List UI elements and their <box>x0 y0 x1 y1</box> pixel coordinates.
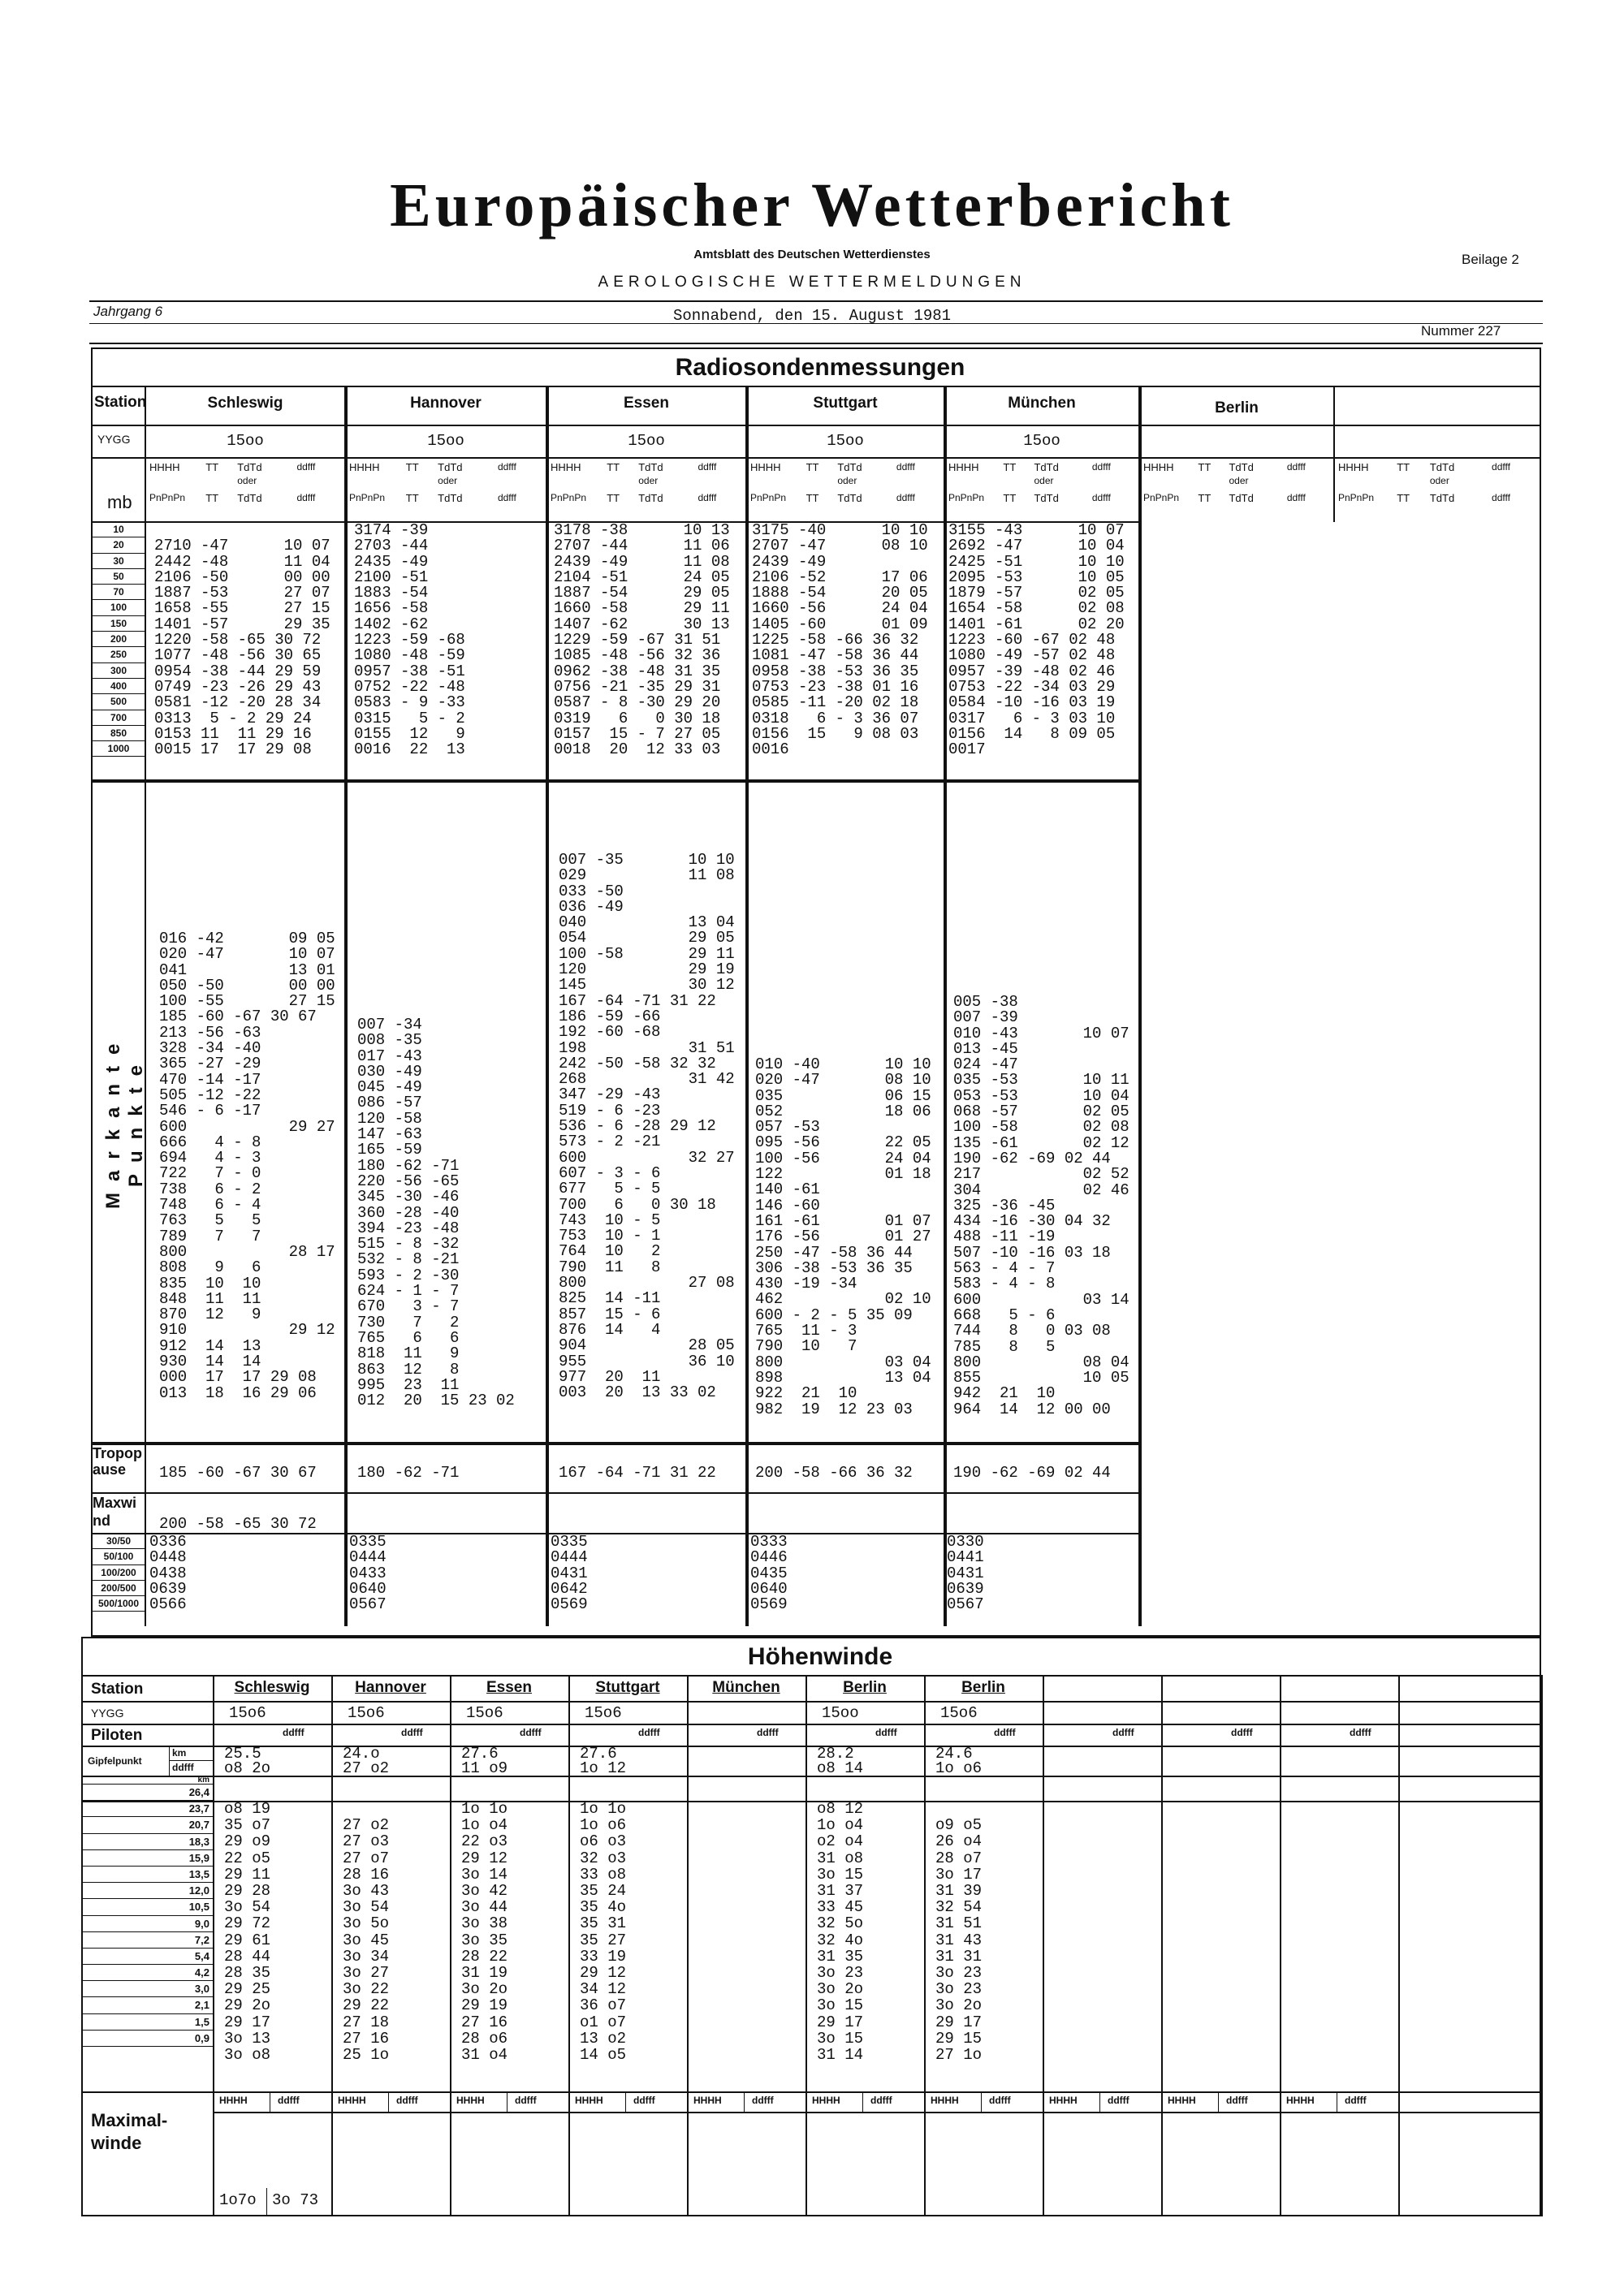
col-head-hhhh: HHHH <box>1143 461 1174 473</box>
col-head-ddfff2: ddfff <box>698 492 717 503</box>
mb-level: 100 <box>93 600 145 615</box>
sig-points-label: Markante Punkte <box>102 1032 147 1209</box>
subtitle: Amtsblatt des Deutschen Wetterdienstes <box>693 248 931 261</box>
col-head-tdtd: TdTd <box>1229 461 1254 473</box>
supplement-label: Beilage 2 <box>1462 252 1519 267</box>
wind-gipfel-dd-1: 27 o2 <box>343 1759 390 1777</box>
col-head-ddfff: ddfff <box>497 461 516 473</box>
mb-level: 850 <box>93 726 145 741</box>
mb-level: 50 <box>93 569 145 585</box>
wind-max-hhhh-8: HHHH <box>1168 2095 1196 2106</box>
wind-gipfel-dd-0: o8 2o <box>224 1759 271 1777</box>
wind-piloten-ddfff-8: ddfff <box>1231 1727 1253 1738</box>
wind-max-ddfff-8: ddfff <box>1226 2095 1248 2106</box>
shear-essen: 0335 0444 0431 0642 0569 <box>551 1533 588 1614</box>
wind-max-ddfff-1: ddfff <box>396 2095 418 2106</box>
wind-col-3: 1o 1o 1o o6 o6 o3 32 o3 33 o8 35 24 35 4o 35 31 35 27 33 19 29 12 34 12 36 o7 o1 o7 13 o2 14 o5 <box>580 1800 627 2065</box>
col-head-pnpnpn: PnPnPn <box>948 492 985 503</box>
col-head-pnpnpn: PnPnPn <box>551 492 587 503</box>
col-head-tt: TT <box>806 461 819 473</box>
km-level: 5,4 <box>83 1949 213 1965</box>
wind-yygg-3: 15o6 <box>585 1704 622 1722</box>
shear-stuttgart: 0333 0446 0435 0640 0569 <box>750 1533 788 1614</box>
wind-yygg-6: 15o6 <box>940 1704 978 1722</box>
wind-gipfel-km-2: 27.6 <box>461 1745 499 1763</box>
shear-level: 30/50 <box>93 1534 145 1549</box>
winds-title: Höhenwinde <box>747 1643 893 1670</box>
col-head-tt: TT <box>1003 461 1017 473</box>
col-head-oder: oder <box>1429 475 1449 486</box>
col-head-hhhh: HHHH <box>149 461 180 473</box>
tropo-label: Tropopause <box>93 1445 142 1478</box>
col-head-ddfff2: ddfff <box>896 492 915 503</box>
maxwind-d-schleswig: 3o 73 <box>272 2191 319 2209</box>
km-level: 7,2 <box>83 1932 213 1949</box>
wind-col-6: o9 o5 26 o4 28 o7 3o 17 31 39 32 54 31 51 31 43 31 31 3o 23 3o 23 3o 2o 29 17 29 15 27 1o <box>935 1816 983 2065</box>
col-head-hhhh: HHHH <box>948 461 979 473</box>
col-head-ddfff: ddfff <box>1492 461 1510 473</box>
col-head-tt: TT <box>1397 461 1410 473</box>
wind-piloten-ddfff-5: ddfff <box>875 1727 897 1738</box>
maxwind-h-schleswig: 1o7o <box>219 2191 257 2209</box>
col-head-tt: TT <box>205 461 219 473</box>
wind-yygg-2: 15o6 <box>466 1704 503 1722</box>
radiosonde-title: Radiosondenmessungen <box>675 354 965 381</box>
wind-max-hhhh-3: HHHH <box>575 2095 603 2106</box>
col-head-tt2: TT <box>1003 492 1017 504</box>
col-head-ddfff2: ddfff <box>1492 492 1510 503</box>
wind-gipfel-dd-6: 1o o6 <box>935 1759 983 1777</box>
wind-piloten-ddfff-2: ddfff <box>520 1727 542 1738</box>
tropo-stuttgart: 200 -58 -66 36 32 <box>755 1464 913 1482</box>
col-head-hhhh: HHHH <box>551 461 581 473</box>
col-head-oder: oder <box>1229 475 1249 486</box>
col-head-pnpnpn: PnPnPn <box>1338 492 1375 503</box>
wind-col-2: 1o 1o 1o o4 22 o3 29 12 3o 14 3o 42 3o 44 3o 38 3o 35 28 22 31 19 3o 2o 29 19 27 16 28 o6 31 o4 <box>461 1800 508 2065</box>
station-schleswig: Schleswig <box>207 395 283 412</box>
mb-level: 70 <box>93 585 145 600</box>
col-head-tdtd2: TdTd <box>638 492 663 504</box>
col-head-ddfff2: ddfff <box>1286 492 1306 503</box>
mb-level: 300 <box>93 663 145 679</box>
col-head-tdtd2: TdTd <box>837 492 862 504</box>
volume-label: Jahrgang 6 <box>93 304 163 319</box>
col-head-tt2: TT <box>405 492 419 504</box>
wind-station-2: Essen <box>486 1679 532 1696</box>
km-level: 20,7 <box>83 1817 213 1833</box>
sig-hannover: 007 -34 008 -35 017 -43 030 -49 045 -49 086 -57 120 -58 147 -63 165 -59 180 -62 -71 220 -56 -65 345 -30 -46 360 -28 -40 394 -23 -48 515 - 8 -32 532 - 8 -21 593 - 2 -30 624 - 1 - 7 670 3 - 7 730 7 2 765 6 6 818 11 9 863 12 8 995 23 11 012 20 15 23 02 <box>357 1016 515 1410</box>
std-stuttgart: 3175 -40 10 10 2707 -47 08 10 2439 -49 2106 -52 17 06 1888 -54 20 05 1660 -56 24 04 1405 -60 01 09 1225 -58 -66 36 32 1081 -47 -58 36 44 0958 -38 -53 36 35 0753 -23 -38 01 16 0585 -11 -20 02 18 0318 6 - 3 36 07 0156 15 9 08 03 0016 <box>752 521 928 759</box>
wind-max-ddfff-3: ddfff <box>633 2095 655 2106</box>
shear-level: 200/500 <box>93 1581 145 1596</box>
shear-level: 50/100 <box>93 1549 145 1564</box>
mb-level: 150 <box>93 616 145 632</box>
col-head-tt2: TT <box>1397 492 1410 504</box>
wind-station-label: Station <box>91 1681 144 1698</box>
km-level: 12,0 <box>83 1883 213 1899</box>
mb-label: mb <box>107 492 132 512</box>
wind-max-hhhh-2: HHHH <box>456 2095 485 2106</box>
wind-max-hhhh-1: HHHH <box>338 2095 366 2106</box>
tropo-muenchen: 190 -62 -69 02 44 <box>953 1464 1111 1482</box>
station-label: Station <box>94 394 147 411</box>
col-head-tdtd: TdTd <box>438 461 463 473</box>
col-head-tt: TT <box>405 461 419 473</box>
km-level: 3,0 <box>83 1981 213 1997</box>
shear-muenchen: 0330 0441 0431 0639 0567 <box>947 1533 984 1614</box>
wind-yygg-1: 15o6 <box>348 1704 385 1722</box>
wind-piloten-ddfff-0: ddfff <box>283 1727 304 1738</box>
col-head-tdtd: TdTd <box>837 461 862 473</box>
mb-level: 30 <box>93 554 145 569</box>
tropo-hannover: 180 -62 -71 <box>357 1464 460 1482</box>
km-level: 4,2 <box>83 1965 213 1981</box>
col-head-tt2: TT <box>205 492 219 504</box>
mb-level: 250 <box>93 647 145 662</box>
mb-level: 20 <box>93 537 145 553</box>
std-muenchen: 3155 -43 10 07 2692 -47 10 04 2425 -51 10 10 2095 -53 10 05 1879 -57 02 05 1654 -58 02 08 1401 -61 02 20 1223 -60 -67 02 48 1080 -49 -57 02 48 0957 -39 -48 02 46 0753 -22 -34 03 29 0584 -10 -16 03 19 0317 6 - 3 03 10 0156 14 8 09 05 0017 <box>948 521 1125 759</box>
gipfel-km-label: km <box>172 1747 187 1759</box>
wind-piloten-ddfff-9: ddfff <box>1350 1727 1371 1738</box>
wind-max-ddfff-5: ddfff <box>870 2095 892 2106</box>
col-head-oder: oder <box>438 475 458 486</box>
km-level: 23,7 <box>83 1801 213 1817</box>
sig-schleswig: 016 -42 09 05 020 -47 10 07 041 13 01 050 -50 00 00 100 -55 27 15 185 -60 -67 30 67 213 -56 -63 328 -34 -40 365 -27 -29 470 -14 -17 505 -12 -22 546 - 6 -17 600 29 27 666 4 - 8 694 4 - 3 722 7 - 0 738 6 - 2 748 6 - 4 763 5 5 789 7 7 800 28 17 808 9 6 835 10 10 848 11 11 870 12 9 910 29 12 912 14 13 930 14 14 000 17 17 29 08 013 18 16 29 06 <box>159 930 335 1402</box>
station-muenchen: München <box>1008 395 1076 412</box>
mb-level: 10 <box>93 522 145 537</box>
km-levels <box>83 1776 213 2047</box>
col-head-hhhh: HHHH <box>750 461 781 473</box>
wind-max-hhhh-6: HHHH <box>931 2095 959 2106</box>
wind-max-ddfff-6: ddfff <box>989 2095 1011 2106</box>
wind-max-ddfff-7: ddfff <box>1108 2095 1129 2106</box>
issue-number: Nummer 227 <box>1421 323 1501 339</box>
wind-col-0: o8 19 35 o7 29 o9 22 o5 29 11 29 28 3o 54 29 72 29 61 28 44 28 35 29 25 29 2o 29 17 3o 13 3o o8 <box>224 1800 271 2065</box>
mb-level: 700 <box>93 710 145 726</box>
col-head-ddfff2: ddfff <box>296 492 316 503</box>
yygg-hannover: 15oo <box>427 432 464 450</box>
wind-max-ddfff-2: ddfff <box>515 2095 537 2106</box>
shear-hannover: 0335 0444 0433 0640 0567 <box>349 1533 387 1614</box>
wind-gipfel-km-5: 28.2 <box>817 1745 854 1763</box>
wind-yygg-5: 15oo <box>822 1704 859 1722</box>
col-head-hhhh: HHHH <box>349 461 380 473</box>
col-head-pnpnpn: PnPnPn <box>149 492 186 503</box>
wind-gipfel-dd-3: 1o 12 <box>580 1759 627 1777</box>
wind-max-hhhh-5: HHHH <box>812 2095 840 2106</box>
wind-station-0: Schleswig <box>234 1679 310 1696</box>
col-head-ddfff: ddfff <box>896 461 915 473</box>
col-head-tt2: TT <box>607 492 620 504</box>
col-head-oder: oder <box>837 475 857 486</box>
wind-max-ddfff-9: ddfff <box>1345 2095 1367 2106</box>
km-level: 10,5 <box>83 1899 213 1915</box>
station-hannover: Hannover <box>410 395 482 412</box>
wind-station-3: Stuttgart <box>595 1679 660 1696</box>
mb-level: 400 <box>93 679 145 694</box>
col-head-tdtd: TdTd <box>638 461 663 473</box>
col-head-ddfff: ddfff <box>296 461 316 473</box>
wind-piloten-ddfff-7: ddfff <box>1112 1727 1134 1738</box>
sig-muenchen: 005 -38 007 -39 010 -43 10 07 013 -45 024 -47 035 -53 10 11 053 -53 10 04 068 -57 02 05 100 -58 02 08 135 -61 02 12 190 -62 -69 02 44 217 02 52 304 02 46 325 -36 -45 434 -16 -30 04 32 488 -11 -19 507 -10 -16 03 18 563 - 4 - 7 583 - 4 - 8 600 03 14 668 5 - 6 744 8 0 03 08 785 8 5 800 08 04 855 10 05 942 21 10 964 14 12 00 00 <box>953 993 1129 1418</box>
wind-gipfel-km-6: 24.6 <box>935 1745 973 1763</box>
col-head-ddfff2: ddfff <box>497 492 516 503</box>
yygg-essen: 15oo <box>628 432 665 450</box>
km-level: 26,4 <box>83 1785 213 1801</box>
std-schleswig: 2710 -47 10 07 2442 -48 11 04 2106 -50 00 00 1887 -53 27 07 1658 -55 27 15 1401 -57 29 35 1220 -58 -65 30 72 1077 -48 -56 30 65 0954 -38 -44 29 59 0749 -23 -26 29 43 0581 -12 -20 28 34 0313 5 - 2 29 24 0153 11 11 29 16 0015 17 17 29 08 <box>154 537 330 759</box>
wind-max-hhhh-9: HHHH <box>1286 2095 1315 2106</box>
tropo-schleswig: 185 -60 -67 30 67 <box>159 1464 317 1482</box>
std-hannover: 3174 -39 2703 -44 2435 -49 2100 -51 1883 -54 1656 -58 1402 -62 1223 -59 -68 1080 -48 -59 0957 -38 -51 0752 -22 -48 0583 - 9 -33 0315 5 - 2 0155 12 9 0016 22 13 <box>354 521 465 759</box>
wind-piloten-ddfff-1: ddfff <box>401 1727 423 1738</box>
gipfel-label: Gipfelpunkt <box>88 1755 142 1767</box>
piloten-label: Piloten <box>91 1727 143 1744</box>
sig-stuttgart: 010 -40 10 10 020 -47 08 10 035 06 15 052 18 06 057 -53 095 -56 22 05 100 -56 24 04 122 01 18 140 -61 146 -60 161 -61 01 07 176 -56 01 27 250 -47 -58 36 44 306 -38 -53 36 35 430 -19 -34 462 02 10 600 - 2 - 5 35 09 765 11 - 3 790 10 7 800 03 04 898 13 04 922 21 10 982 19 12 23 03 <box>755 1055 931 1418</box>
wind-max-hhhh-7: HHHH <box>1049 2095 1078 2106</box>
wind-gipfel-km-3: 27.6 <box>580 1745 617 1763</box>
maxwind-label: Maxwind <box>93 1495 137 1529</box>
mb-level: 200 <box>93 632 145 647</box>
maxwind-schleswig: 200 -58 -65 30 72 <box>159 1515 317 1533</box>
col-head-tdtd2: TdTd <box>1429 492 1455 504</box>
col-head-tdtd2: TdTd <box>237 492 262 504</box>
col-head-tt2: TT <box>806 492 819 504</box>
wind-station-1: Hannover <box>355 1679 426 1696</box>
yygg-schleswig: 15oo <box>227 432 264 450</box>
mb-level: 500 <box>93 694 145 710</box>
shear-level: 100/200 <box>93 1565 145 1581</box>
std-essen: 3178 -38 10 13 2707 -44 11 06 2439 -49 11 08 2104 -51 24 05 1887 -54 29 05 1660 -58 29 11 1407 -62 30 13 1229 -59 -67 31 51 1085 -48 -56 32 36 0962 -38 -48 31 35 0756 -21 -35 29 31 0587 - 8 -30 29 20 0319 6 0 30 18 0157 15 - 7 27 05 0018 20 12 33 03 <box>554 521 730 759</box>
station-stuttgart: Stuttgart <box>813 395 878 412</box>
col-head-tt2: TT <box>1198 492 1212 504</box>
issue-date: Sonnabend, den 15. August 1981 <box>672 307 952 325</box>
gipfel-dd-label: ddfff <box>172 1762 194 1773</box>
col-head-oder: oder <box>638 475 659 486</box>
col-head-ddfff2: ddfff <box>1091 492 1111 503</box>
wind-col-5: o8 12 1o o4 o2 o4 31 o8 3o 15 31 37 33 45 32 5o 32 4o 31 35 3o 23 3o 2o 3o 15 29 17 3o 15 31 14 <box>817 1800 864 2065</box>
col-head-tdtd2: TdTd <box>1034 492 1059 504</box>
km-level: 0,9 <box>83 2031 213 2047</box>
maxwind-winds-label: Maximal- winde <box>91 2110 168 2153</box>
wind-col-1: 27 o2 27 o3 27 o7 28 16 3o 43 3o 54 3o 5o 3o 45 3o 34 3o 27 3o 22 29 22 27 18 27 16 25 1o <box>343 1816 390 2065</box>
wind-station-6: Berlin <box>961 1679 1005 1696</box>
mb-levels <box>93 522 145 757</box>
shear-level: 500/1000 <box>93 1596 145 1612</box>
km-level: 15,9 <box>83 1850 213 1867</box>
wind-gipfel-km-0: 25.5 <box>224 1745 261 1763</box>
km-level: 2,1 <box>83 1997 213 2013</box>
wind-max-ddfff-4: ddfff <box>752 2095 774 2106</box>
col-head-tt: TT <box>1198 461 1212 473</box>
wind-piloten-ddfff-4: ddfff <box>757 1727 779 1738</box>
col-head-tdtd2: TdTd <box>1229 492 1254 504</box>
wind-yygg-label: YYGG <box>91 1707 124 1720</box>
shear-levels <box>93 1534 145 1612</box>
col-head-ddfff: ddfff <box>1091 461 1111 473</box>
col-head-tdtd: TdTd <box>1429 461 1455 473</box>
station-berlin: Berlin <box>1215 399 1259 416</box>
col-head-ddfff: ddfff <box>698 461 717 473</box>
col-head-tdtd: TdTd <box>237 461 262 473</box>
col-head-oder: oder <box>1034 475 1054 486</box>
yygg-stuttgart: 15oo <box>827 432 864 450</box>
wind-station-5: Berlin <box>843 1679 887 1696</box>
wind-max-hhhh-4: HHHH <box>693 2095 722 2106</box>
yygg-label: YYGG <box>97 433 131 446</box>
tropo-essen: 167 -64 -71 31 22 <box>559 1464 716 1482</box>
col-head-tt: TT <box>607 461 620 473</box>
col-head-pnpnpn: PnPnPn <box>349 492 386 503</box>
mb-level: 1000 <box>93 741 145 757</box>
wind-piloten-ddfff-3: ddfff <box>638 1727 660 1738</box>
wind-yygg-0: 15o6 <box>229 1704 266 1722</box>
wind-gipfel-dd-2: 11 o9 <box>461 1759 508 1777</box>
col-head-tdtd2: TdTd <box>438 492 463 504</box>
shear-schleswig: 0336 0448 0438 0639 0566 <box>149 1533 187 1614</box>
wind-gipfel-dd-5: o8 14 <box>817 1759 864 1777</box>
wind-max-hhhh-0: HHHH <box>219 2095 248 2106</box>
col-head-hhhh: HHHH <box>1338 461 1369 473</box>
wind-piloten-ddfff-6: ddfff <box>994 1727 1016 1738</box>
wind-max-ddfff-0: ddfff <box>278 2095 300 2106</box>
sig-essen: 007 -35 10 10 029 11 08 033 -50 036 -49 040 13 04 054 29 05 100 -58 29 11 120 29 19 145 30 12 167 -64 -71 31 22 186 -59 -66 192 -60 -68 198 31 51 242 -50 -58 32 32 268 31 42 347 -29 -43 519 - 6 -23 536 - 6 -28 29 12 573 - 2 -21 600 32 27 607 - 3 - 6 677 5 - 5 700 6 0 30 18 743 10 - 5 753 10 - 1 764 10 2 790 11 8 800 27 08 825 14 -11 857 15 - 6 876 14 4 904 28 05 955 36 10 977 20 11 003 20 13 33 02 <box>559 851 735 1402</box>
km-level: 1,5 <box>83 2014 213 2031</box>
col-head-ddfff: ddfff <box>1286 461 1306 473</box>
km-level: 9,0 <box>83 1916 213 1932</box>
wind-gipfel-km-1: 24.o <box>343 1745 380 1763</box>
col-head-pnpnpn: PnPnPn <box>750 492 787 503</box>
km-level-header: km <box>83 1776 213 1785</box>
station-essen: Essen <box>624 395 669 412</box>
yygg-muenchen: 15oo <box>1023 432 1060 450</box>
col-head-pnpnpn: PnPnPn <box>1143 492 1180 503</box>
km-level: 13,5 <box>83 1867 213 1883</box>
wind-station-4: München <box>712 1679 780 1696</box>
col-head-tdtd: TdTd <box>1034 461 1059 473</box>
page-title: Europäischer Wetterbericht <box>390 171 1234 240</box>
km-level: 18,3 <box>83 1834 213 1850</box>
section-title: AEROLOGISCHE WETTERMELDUNGEN <box>598 274 1026 291</box>
col-head-oder: oder <box>237 475 257 486</box>
